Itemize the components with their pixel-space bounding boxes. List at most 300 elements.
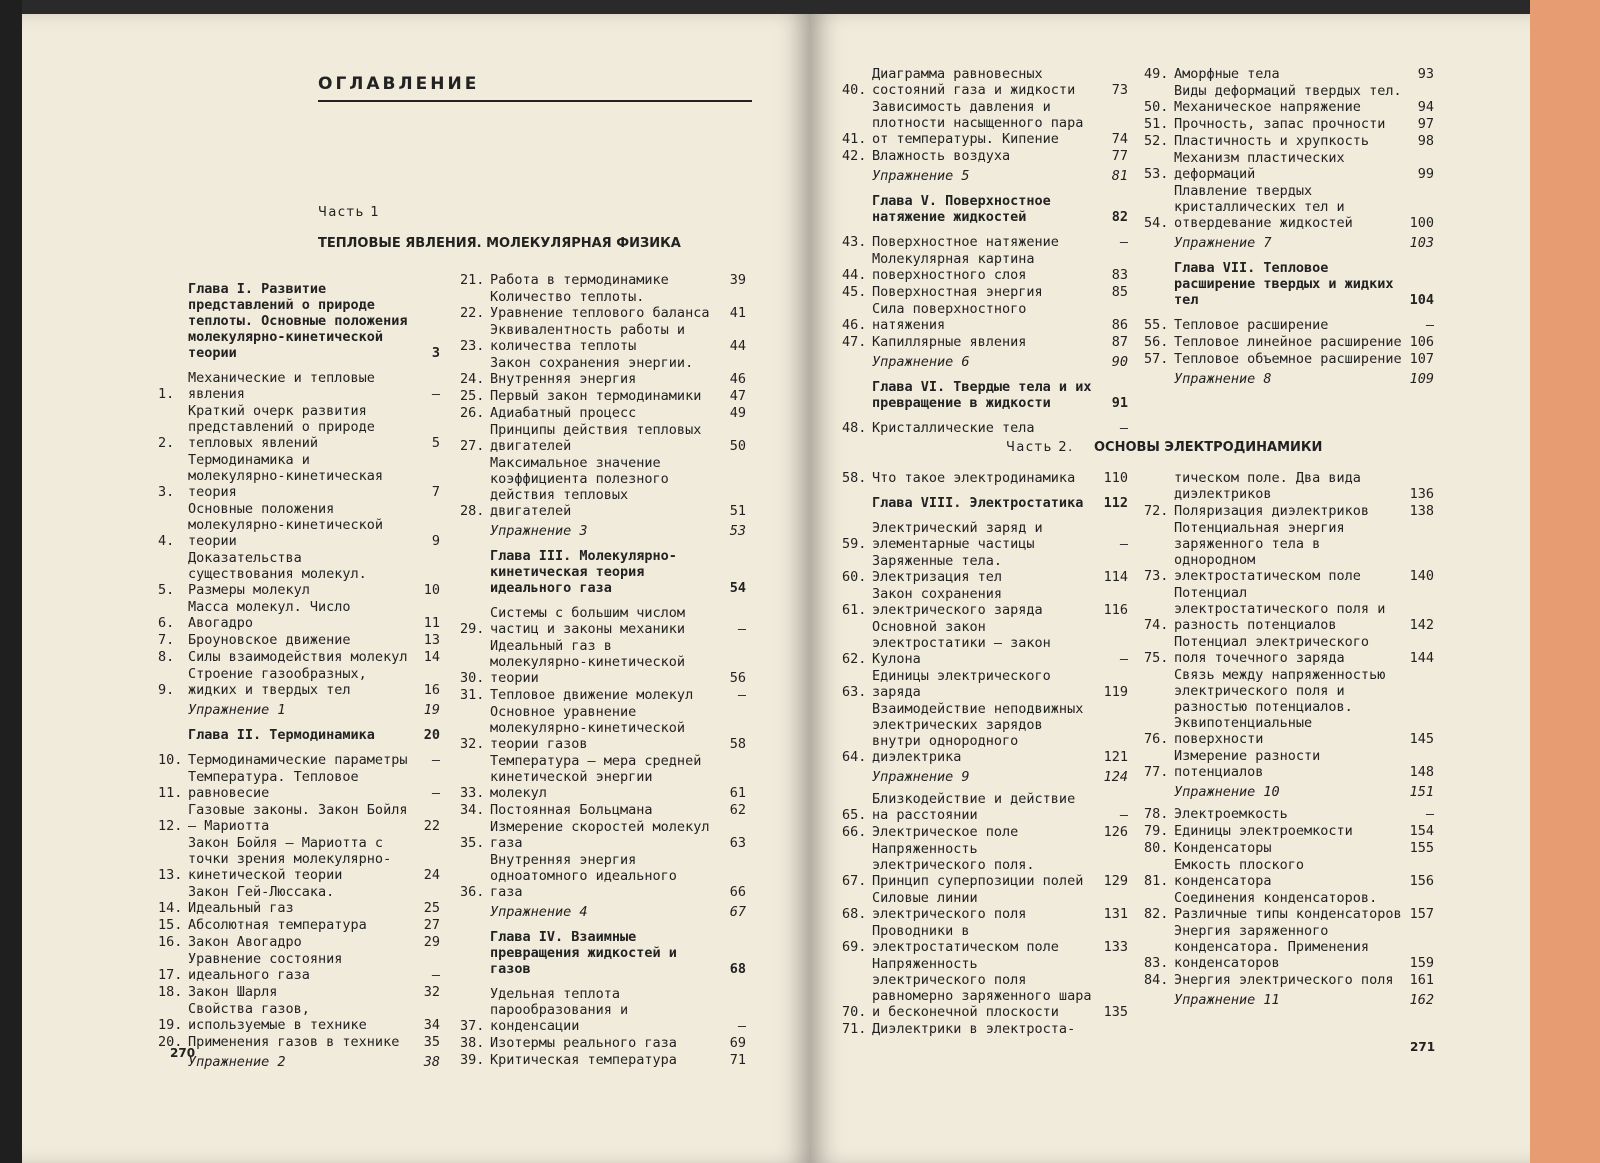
toc-entry (158, 752, 440, 768)
toc-entry (842, 470, 1128, 486)
entry-page: 85 (1111, 284, 1128, 300)
entry-title: Потенциальная энергия заряженного тела в однородном электростатическом поле (1174, 520, 1361, 584)
toc-exercise (158, 702, 440, 718)
entry-number: 80. (1144, 840, 1169, 856)
entry-title: Молекулярная картина поверхностного слоя (872, 251, 1035, 283)
entry-page: 5 (431, 435, 440, 451)
toc-entry (460, 405, 746, 421)
entry-number: 50. (1144, 99, 1169, 115)
entry-title: Влажность воздуха (872, 148, 1011, 164)
toc-entry (460, 1052, 746, 1068)
entry-page: — (737, 621, 746, 637)
toc-exercise (842, 168, 1128, 184)
toc-entry (1144, 351, 1434, 367)
entry-page: 10 (423, 582, 440, 598)
entry-page: 126 (1103, 824, 1128, 840)
entry-page: 129 (1103, 873, 1128, 889)
entry-number: 26. (460, 405, 485, 421)
entry-page: — (431, 752, 440, 768)
entry-page: 25 (423, 900, 440, 916)
toc-entry (1144, 150, 1434, 182)
toc-chapter (842, 495, 1128, 511)
toc-entry (842, 553, 1128, 585)
entry-page: 90 (1111, 354, 1128, 370)
toc-entry (460, 355, 746, 387)
toc-entry (158, 666, 440, 698)
entry-number: 55. (1144, 317, 1169, 333)
toc-entry (158, 951, 440, 983)
entry-page: 162 (1409, 992, 1434, 1008)
entry-title: Принципы действия тепловых двигателей (490, 422, 702, 454)
toc-entry (842, 890, 1128, 922)
entry-number: 16. (158, 934, 183, 950)
entry-number: 36. (460, 884, 485, 900)
entry-number: 78. (1144, 806, 1169, 822)
entry-number: 34. (460, 802, 485, 818)
entry-title: Максимальное значение коэффициента полезного действия тепловых двигателей (490, 455, 669, 519)
entry-title: Заряженные тела. Электризация тел (872, 553, 1003, 585)
entry-title: Капиллярные явления (872, 334, 1027, 350)
entry-number: 25. (460, 388, 485, 404)
entry-title: Единицы электрического заряда (872, 668, 1051, 700)
toc-entry (842, 841, 1128, 889)
entry-title: Тепловое объемное расширение (1174, 351, 1402, 367)
toc-exercise (1144, 992, 1434, 1008)
entry-page: 107 (1409, 351, 1434, 367)
entry-title: Напряженность электрического поля равномерно заряженного шара и бесконечной плоскости (872, 956, 1092, 1020)
entry-title: Силы взаимодействия молекул (188, 649, 408, 665)
toc-entry (1144, 83, 1434, 115)
entry-number: 43. (842, 234, 867, 250)
toc-entry (1144, 923, 1434, 971)
entry-page: 14 (423, 649, 440, 665)
toc-chapter (158, 727, 440, 743)
entry-title: Доказательства существования молекул. Размеры молекул (188, 550, 367, 598)
entry-page: 24 (423, 867, 440, 883)
entry-title: Абсолютная температура (188, 917, 367, 933)
entry-number: 11. (158, 785, 183, 801)
entry-title: Тепловое расширение (1174, 317, 1329, 333)
toc-exercise (842, 769, 1128, 785)
entry-page: 106 (1409, 334, 1434, 350)
entry-page: 66 (729, 884, 746, 900)
entry-number: 23. (460, 338, 485, 354)
toc-entry (1144, 503, 1434, 519)
toc-entry (1144, 972, 1434, 988)
entry-number: 70. (842, 1004, 867, 1020)
entry-number: 31. (460, 687, 485, 703)
entry-title: Электрическое поле (872, 824, 1019, 840)
entry-page: 11 (423, 615, 440, 631)
entry-page: 114 (1103, 569, 1128, 585)
entry-page: 82 (1111, 209, 1128, 225)
entry-page: 32 (423, 984, 440, 1000)
entry-title: Связь между напряженностью электрического поля и разностью потенциалов. Эквипотенциальные поверхности (1174, 667, 1386, 747)
entry-page: — (1119, 420, 1128, 436)
entry-title: Единицы электроемкости (1174, 823, 1353, 839)
entry-number: 49. (1144, 66, 1169, 82)
toc-entry (460, 322, 746, 354)
entry-page: 3 (431, 345, 440, 361)
entry-title: Глава I. Развитие представлений о природе теплоты. Основные положения молекулярно-кинетической теории (188, 281, 408, 361)
entry-number: 84. (1144, 972, 1169, 988)
entry-number: 65. (842, 807, 867, 823)
entry-page: 156 (1409, 873, 1434, 889)
entry-title: Упражнение 9 (872, 769, 970, 785)
entry-title: Упражнение 8 (1174, 371, 1272, 387)
entry-title: Эквивалентность работы и количества теплоты (490, 322, 686, 354)
entry-title: Плавление твердых кристаллических тел и отвердевание жидкостей (1174, 183, 1353, 231)
toc-entry (842, 668, 1128, 700)
toc-entry (842, 234, 1128, 250)
entry-page: 154 (1409, 823, 1434, 839)
entry-title: Прочность, запас прочности (1174, 116, 1386, 132)
entry-number: 21. (460, 272, 485, 288)
toc-entry (158, 649, 440, 665)
toc-entry (158, 370, 440, 402)
entry-page: 109 (1409, 371, 1434, 387)
entry-number: 5. (158, 582, 175, 598)
toc-chapter (842, 379, 1128, 411)
toc-entry (460, 687, 746, 703)
entry-number: 32. (460, 736, 485, 752)
toc-entry (842, 923, 1128, 955)
entry-number: 20. (158, 1034, 183, 1050)
entry-title: Упражнение 1 (188, 702, 286, 718)
entry-page: 54 (729, 580, 746, 596)
toc-entry (1144, 470, 1434, 502)
entry-page: — (1425, 317, 1434, 333)
toc-entry (842, 586, 1128, 618)
entry-title: Что такое электродинамика (872, 470, 1076, 486)
entry-title: Близкодействие и действие на расстоянии (872, 791, 1076, 823)
toc-entry (460, 638, 746, 686)
entry-number: 42. (842, 148, 867, 164)
toc-entry (158, 917, 440, 933)
entry-title: Газовые законы. Закон Бойля — Мариотта (188, 802, 408, 834)
entry-title: Применения газов в технике (188, 1034, 400, 1050)
entry-page: 161 (1409, 972, 1434, 988)
entry-title: Закон Авогадро (188, 934, 302, 950)
title-rule (318, 100, 752, 102)
toc-chapter (460, 548, 746, 596)
entry-title: Соединения конденсаторов. Различные типы конденсаторов (1174, 890, 1402, 922)
entry-title: Конденсаторы (1174, 840, 1272, 856)
toc-entry (1144, 890, 1434, 922)
entry-page: 34 (423, 1017, 440, 1033)
background-top (0, 0, 1600, 14)
entry-page: 99 (1417, 166, 1434, 182)
entry-number: 66. (842, 824, 867, 840)
entry-title: Механизм пластических деформаций (1174, 150, 1345, 182)
toc-entry (460, 388, 746, 404)
toc-entry (842, 520, 1128, 552)
toc-entry (460, 753, 746, 801)
toc-entry (842, 824, 1128, 840)
entry-page: — (1119, 807, 1128, 823)
entry-title: Краткий очерк развития представлений о природе тепловых явлений (188, 403, 375, 451)
entry-page: 135 (1103, 1004, 1128, 1020)
toc-entry (158, 403, 440, 451)
part1-label: Часть 1 (318, 205, 381, 220)
entry-title: Термодинамика и молекулярно-кинетическая теория (188, 452, 384, 500)
entry-number: 52. (1144, 133, 1169, 149)
entry-page: 104 (1409, 292, 1434, 308)
entry-number: 8. (158, 649, 175, 665)
entry-page: — (1119, 536, 1128, 552)
toc-entry (158, 835, 440, 883)
toc-entry (842, 1021, 1128, 1037)
entry-page: 81 (1111, 168, 1128, 184)
entry-title: Упражнение 4 (490, 904, 588, 920)
entry-page: 50 (729, 438, 746, 454)
entry-page: 44 (729, 338, 746, 354)
entry-title: Пластичность и хрупкость (1174, 133, 1370, 149)
entry-title: Глава VIII. Электростатика (872, 495, 1084, 511)
toc-column-4 (1144, 66, 1434, 393)
entry-title: Основной закон электростатики — закон Кулона (872, 619, 1051, 667)
entry-title: Глава II. Термодинамика (188, 727, 375, 743)
entry-title: Упражнение 2 (188, 1054, 286, 1070)
entry-number: 47. (842, 334, 867, 350)
entry-title: Глава VII. Тепловое расширение твердых и жидких тел (1174, 260, 1394, 308)
entry-page: 67 (729, 904, 746, 920)
toc-entry (460, 704, 746, 752)
toc-entry (460, 272, 746, 288)
entry-page: 49 (729, 405, 746, 421)
entry-title: Емкость плоского конденсатора (1174, 857, 1305, 889)
entry-page: 94 (1417, 99, 1434, 115)
entry-title: Броуновское движение (188, 632, 351, 648)
entry-page: 148 (1409, 764, 1434, 780)
entry-number: 54. (1144, 215, 1169, 231)
entry-page: 16 (423, 682, 440, 698)
entry-title: Термодинамические параметры (188, 752, 408, 768)
entry-number: 38. (460, 1035, 485, 1051)
entry-page: 155 (1409, 840, 1434, 856)
entry-page: 116 (1103, 602, 1128, 618)
entry-title: Силовые линии электрического поля (872, 890, 1027, 922)
entry-number: 74. (1144, 617, 1169, 633)
toc-entry (1144, 806, 1434, 822)
entry-page: 121 (1103, 749, 1128, 765)
toc-exercise (1144, 371, 1434, 387)
entry-title: Кристаллические тела (872, 420, 1035, 436)
book-cover-edge (1530, 0, 1600, 1163)
entry-page: 145 (1409, 731, 1434, 747)
entry-page: 53 (729, 523, 746, 539)
toc-entry (158, 1034, 440, 1050)
entry-title: Поверхностное натяжение (872, 234, 1059, 250)
entry-number: 33. (460, 785, 485, 801)
entry-title: Поверхностная энергия (872, 284, 1043, 300)
entry-page: 39 (729, 272, 746, 288)
entry-title: Напряженность электрического поля. Принцип суперпозиции полей (872, 841, 1084, 889)
toc-entry (460, 819, 746, 851)
entry-title: Работа в термодинамике (490, 272, 669, 288)
toc-exercise (460, 904, 746, 920)
toc-exercise (1144, 784, 1434, 800)
entry-page: 58 (729, 736, 746, 752)
entry-number: 30. (460, 670, 485, 686)
toc-entry (158, 884, 440, 916)
entry-title: Основное уравнение молекулярно-кинетической теории газов (490, 704, 686, 752)
toc-column-2 (460, 272, 746, 1069)
entry-page: — (431, 785, 440, 801)
entry-number: 39. (460, 1052, 485, 1068)
toc-entry (460, 455, 746, 519)
entry-page: — (737, 687, 746, 703)
toc-chapter (842, 193, 1128, 225)
entry-title: Диэлектрики в электроста- (872, 1021, 1076, 1037)
toc-entry (842, 99, 1128, 147)
toc-chapter (1144, 260, 1434, 308)
entry-title: Зависимость давления и плотности насыщенного пара от температуры. Кипение (872, 99, 1084, 147)
entry-title: Сила поверхностного натяжения (872, 301, 1027, 333)
entry-number: 75. (1144, 650, 1169, 666)
entry-title: Упражнение 7 (1174, 235, 1272, 251)
entry-page: — (1119, 234, 1128, 250)
entry-number: 72. (1144, 503, 1169, 519)
entry-number: 69. (842, 939, 867, 955)
entry-title: Энергия электрического поля (1174, 972, 1394, 988)
toc-entry (460, 422, 746, 454)
entry-number: 53. (1144, 166, 1169, 182)
entry-page: 62 (729, 802, 746, 818)
entry-title: Внутренняя энергия одноатомного идеального газа (490, 852, 677, 900)
entry-number: 82. (1144, 906, 1169, 922)
entry-number: 12. (158, 818, 183, 834)
entry-page: 63 (729, 835, 746, 851)
entry-number: 51. (1144, 116, 1169, 132)
entry-title: Виды деформаций твердых тел. Механическое напряжение (1174, 83, 1402, 115)
toc-entry (1144, 520, 1434, 584)
entry-page: 86 (1111, 317, 1128, 333)
entry-number: 58. (842, 470, 867, 486)
entry-title: Удельная теплота парообразования и конденсации (490, 986, 629, 1034)
entry-page: 144 (1409, 650, 1434, 666)
entry-title: Масса молекул. Число Авогадро (188, 599, 351, 631)
entry-title: Проводники в электростатическом поле (872, 923, 1059, 955)
entry-number: 22. (460, 305, 485, 321)
toc-column-6 (1144, 470, 1434, 1014)
toc-entry (1144, 667, 1434, 747)
toc-exercise (158, 1054, 440, 1070)
toc-entry (1144, 66, 1434, 82)
entry-number: 1. (158, 386, 175, 402)
entry-number: 67. (842, 873, 867, 889)
entry-number: 37. (460, 1018, 485, 1034)
toc-entry (1144, 133, 1434, 149)
toc-entry (1144, 317, 1434, 333)
entry-title: Закон Бойля — Мариотта с точки зрения молекулярно-кинетической теории (188, 835, 392, 883)
entry-page: 98 (1417, 133, 1434, 149)
entry-title: Количество теплоты. Уравнение теплового баланса (490, 289, 710, 321)
toc-entry (1144, 116, 1434, 132)
entry-number: 60. (842, 569, 867, 585)
entry-page: 13 (423, 632, 440, 648)
entry-title: Адиабатный процесс (490, 405, 637, 421)
entry-page: 46 (729, 371, 746, 387)
entry-page: 124 (1103, 769, 1128, 785)
entry-page: 97 (1417, 116, 1434, 132)
toc-entry (1144, 585, 1434, 633)
entry-page: 56 (729, 670, 746, 686)
toc-entry (842, 301, 1128, 333)
entry-number: 10. (158, 752, 183, 768)
entry-title: Электроемкость (1174, 806, 1288, 822)
entry-title: Аморфные тела (1174, 66, 1280, 82)
toc-chapter (158, 281, 440, 361)
toc-entry (158, 934, 440, 950)
entry-title: Механические и тепловые явления (188, 370, 375, 402)
toc-entry (1144, 823, 1434, 839)
entry-title: Диаграмма равновесных состояний газа и жидкости (872, 66, 1076, 98)
entry-page: 47 (729, 388, 746, 404)
entry-number: 9. (158, 682, 175, 698)
entry-number: 19. (158, 1017, 183, 1033)
toc-entry (460, 1035, 746, 1051)
entry-title: Изотермы реального газа (490, 1035, 677, 1051)
entry-number: 73. (1144, 568, 1169, 584)
entry-page: 22 (423, 818, 440, 834)
entry-number: 68. (842, 906, 867, 922)
entry-page: 73 (1111, 82, 1128, 98)
entry-number: 15. (158, 917, 183, 933)
toc-exercise (460, 523, 746, 539)
entry-page: — (431, 967, 440, 983)
entry-number: 76. (1144, 731, 1169, 747)
entry-title: Потенциал электростатического поля и разность потенциалов (1174, 585, 1386, 633)
toc-entry (842, 284, 1128, 300)
entry-title: Электрический заряд и элементарные частицы (872, 520, 1043, 552)
entry-title: Энергия заряженного конденсатора. Применения конденсаторов (1174, 923, 1370, 971)
entry-title: Идеальный газ в молекулярно-кинетической теории (490, 638, 686, 686)
toc-exercise (842, 354, 1128, 370)
entry-page: 68 (729, 961, 746, 977)
toc-entry (460, 986, 746, 1034)
entry-page: — (737, 1018, 746, 1034)
entry-title: Критическая температура (490, 1052, 677, 1068)
background-left (0, 0, 22, 1163)
toc-entry (158, 769, 440, 801)
entry-page: 29 (423, 934, 440, 950)
entry-number: 29. (460, 621, 485, 637)
entry-page: 151 (1409, 784, 1434, 800)
entry-number: 24. (460, 371, 485, 387)
entry-title: Глава V. Поверхностное натяжение жидкостей (872, 193, 1051, 225)
part1-title: ТЕПЛОВЫЕ ЯВЛЕНИЯ. МОЛЕКУЛЯРНАЯ ФИЗИКА (318, 236, 681, 251)
toc-entry (158, 802, 440, 834)
toc-entry (158, 550, 440, 598)
toc-entry (842, 251, 1128, 283)
toc-column-5 (842, 470, 1128, 1038)
entry-number: 2. (158, 435, 175, 451)
entry-page: 61 (729, 785, 746, 801)
entry-page: 38 (423, 1054, 440, 1070)
toc-entry (1144, 748, 1434, 780)
entry-page: 138 (1409, 503, 1434, 519)
part2-label: Часть 2. (1006, 440, 1074, 455)
entry-title: Измерение скоростей молекул газа (490, 819, 710, 851)
entry-page: 131 (1103, 906, 1128, 922)
toc-title: ОГЛАВЛЕНИЕ (318, 74, 480, 94)
entry-page: 119 (1103, 684, 1128, 700)
entry-number: 56. (1144, 334, 1169, 350)
entry-title: Температура — мера средней кинетической энергии молекул (490, 753, 702, 801)
entry-title: Глава IV. Взаимные превращения жидкостей и газов (490, 929, 677, 977)
entry-page: 87 (1111, 334, 1128, 350)
